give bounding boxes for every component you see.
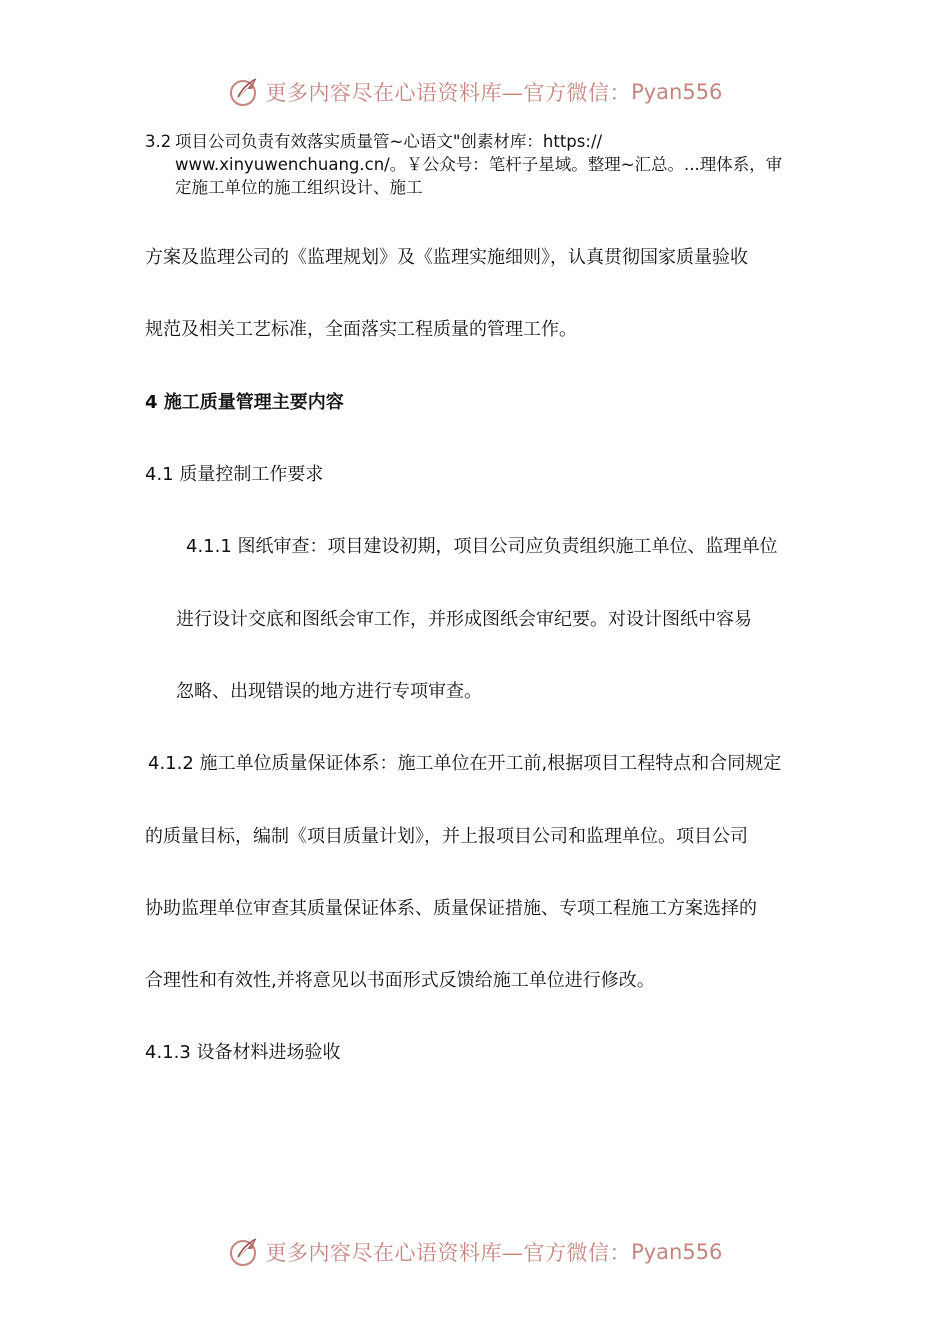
footer-watermark-banner [0,1232,950,1272]
section-3-2-line-3: 定施工单位的施工组织设计、施工 [175,178,423,197]
section-4-1-title: 4.1 质量控制工作要求 [145,464,324,485]
paragraph-line: 方案及监理公司的《监理规划》及《监理实施细则》，认真贯彻国家质量验收 [145,247,748,268]
section-4-1-1-line-3: 忽略、出现错误的地方进行专项审查。 [176,681,482,702]
section-4-1-3-title: 4.1.3 设备材料进场验收 [145,1042,341,1063]
banner-text: 更多内容尽在心语资料库—官方微信： [265,1241,632,1265]
heading-4 [145,391,344,415]
section-3-2-line-2: www.xinyuwenchuang.cn/。￥公众号：笔杆子星域。整理~汇总。...理体系，审 [175,155,783,174]
feather-pen-logo-icon [228,75,262,109]
section-4-1-2-line-3: 协助监理单位审查其质量保证体系、质量保证措施、专项工程施工方案选择的 [145,898,757,919]
section-number: 3.2 [145,132,172,151]
paragraph-line: 规范及相关工艺标准，全面落实工程质量的管理工作。 [145,319,577,340]
banner-text: 更多内容尽在心语资料库—官方微信： [265,81,632,105]
heading-title: 施工质量管理主要内容 [163,392,344,413]
section-4-1-2-line-4: 合理性和有效性,并将意见以书面形式反馈给施工单位进行修改。 [145,970,655,991]
banner-wechat-id: Pyan556 [631,1240,723,1264]
section-4-1-1-line-1: 4.1.1 图纸审查：项目建设初期，项目公司应负责组织施工单位、监理单位 [186,536,778,557]
section-4-1-1-line-2: 进行设计交底和图纸会审工作，并形成图纸会审纪要。对设计图纸中容易 [176,609,752,630]
section-4-1-2-line-1: 4.1.2 施工单位质量保证体系：施工单位在开工前,根据项目工程特点和合同规定 [148,753,782,774]
heading-number: 4 [145,392,158,413]
section-4-1-2-line-2: 的质量目标，编制《项目质量计划》，并上报项目公司和监理单位。项目公司 [145,826,748,847]
banner-wechat-id: Pyan556 [631,80,723,104]
feather-pen-logo-icon [228,1235,262,1269]
header-watermark-banner [0,72,950,112]
section-3-2-line-1: 项目公司负责有效落实质量管~心语文"创素材库：https:// [175,132,603,151]
